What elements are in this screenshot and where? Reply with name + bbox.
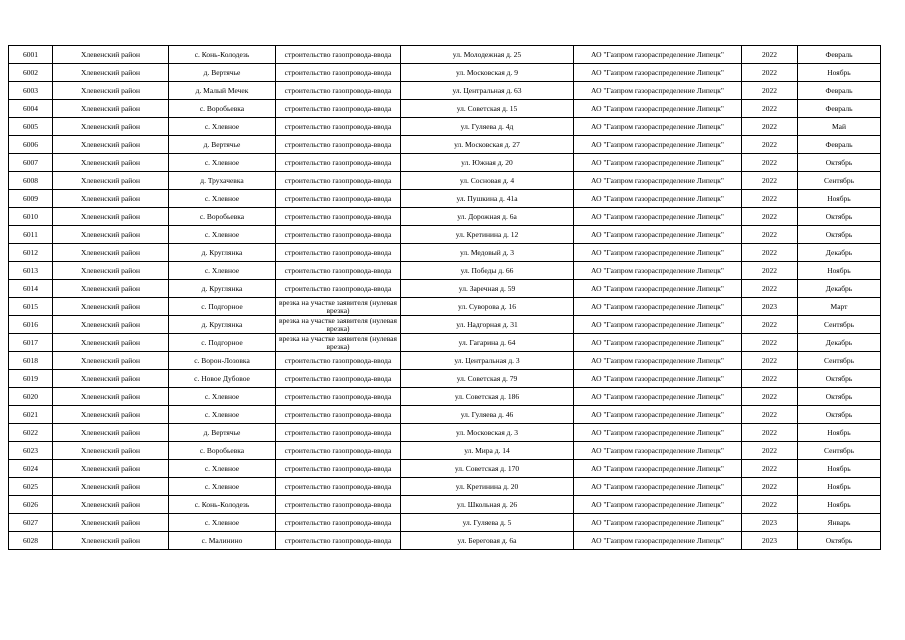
cell-address: ул. Советская д. 186 <box>401 388 574 406</box>
cell-work-type: строительство газопровода-ввода <box>276 388 401 406</box>
cell-year: 2022 <box>742 190 798 208</box>
cell-month: Февраль <box>798 46 881 64</box>
cell-work-type: строительство газопровода-ввода <box>276 154 401 172</box>
table-row <box>9 190 881 208</box>
cell-organization: АО "Газпром газораспределение Липецк" <box>574 496 742 514</box>
cell-number: 6002 <box>9 64 53 82</box>
cell-year: 2022 <box>742 280 798 298</box>
cell-organization: АО "Газпром газораспределение Липецк" <box>574 154 742 172</box>
cell-address: ул. Советская д. 170 <box>401 460 574 478</box>
cell-district: Хлевенский район <box>53 388 169 406</box>
cell-month: Январь <box>798 514 881 532</box>
table-row <box>9 478 881 496</box>
cell-address: ул. Гагарина д. 64 <box>401 334 574 352</box>
cell-work-type: строительство газопровода-ввода <box>276 514 401 532</box>
cell-month: Октябрь <box>798 370 881 388</box>
cell-organization: АО "Газпром газораспределение Липецк" <box>574 118 742 136</box>
cell-organization: АО "Газпром газораспределение Липецк" <box>574 64 742 82</box>
table-row <box>9 154 881 172</box>
cell-organization: АО "Газпром газораспределение Липецк" <box>574 406 742 424</box>
cell-year: 2022 <box>742 64 798 82</box>
cell-number: 6007 <box>9 154 53 172</box>
cell-organization: АО "Газпром газораспределение Липецк" <box>574 100 742 118</box>
cell-month: Декабрь <box>798 244 881 262</box>
cell-district: Хлевенский район <box>53 514 169 532</box>
table-row <box>9 136 881 154</box>
cell-address: ул. Гуляева д. 5 <box>401 514 574 532</box>
cell-month: Февраль <box>798 136 881 154</box>
cell-year: 2022 <box>742 334 798 352</box>
cell-settlement: с. Хлевное <box>169 154 276 172</box>
cell-organization: АО "Газпром газораспределение Липецк" <box>574 208 742 226</box>
cell-number: 6001 <box>9 46 53 64</box>
cell-district: Хлевенский район <box>53 352 169 370</box>
cell-district: Хлевенский район <box>53 316 169 334</box>
cell-organization: АО "Газпром газораспределение Липецк" <box>574 352 742 370</box>
table-row <box>9 172 881 190</box>
cell-work-type: врезка на участке заявителя (нулевая врезка) <box>276 334 401 352</box>
table-row <box>9 352 881 370</box>
cell-work-type: строительство газопровода-ввода <box>276 460 401 478</box>
cell-month: Декабрь <box>798 280 881 298</box>
cell-address: ул. Дорожная д. 6а <box>401 208 574 226</box>
cell-month: Сентябрь <box>798 172 881 190</box>
cell-district: Хлевенский район <box>53 46 169 64</box>
cell-month: Октябрь <box>798 226 881 244</box>
cell-number: 6024 <box>9 460 53 478</box>
cell-settlement: с. Хлевное <box>169 388 276 406</box>
cell-number: 6012 <box>9 244 53 262</box>
table-row <box>9 208 881 226</box>
cell-settlement: с. Воробьевка <box>169 208 276 226</box>
table-body <box>9 46 881 550</box>
cell-work-type: строительство газопровода-ввода <box>276 136 401 154</box>
cell-year: 2023 <box>742 514 798 532</box>
cell-district: Хлевенский район <box>53 532 169 550</box>
cell-month: Ноябрь <box>798 64 881 82</box>
cell-organization: АО "Газпром газораспределение Липецк" <box>574 442 742 460</box>
cell-month: Февраль <box>798 82 881 100</box>
cell-work-type: строительство газопровода-ввода <box>276 208 401 226</box>
cell-address: ул. Южная д. 20 <box>401 154 574 172</box>
cell-address: ул. Школьная д. 26 <box>401 496 574 514</box>
cell-district: Хлевенский район <box>53 226 169 244</box>
cell-address: ул. Центральная д. 63 <box>401 82 574 100</box>
cell-district: Хлевенский район <box>53 262 169 280</box>
cell-month: Октябрь <box>798 154 881 172</box>
cell-district: Хлевенский район <box>53 244 169 262</box>
cell-address: ул. Мира д. 14 <box>401 442 574 460</box>
cell-organization: АО "Газпром газораспределение Липецк" <box>574 82 742 100</box>
cell-organization: АО "Газпром газораспределение Липецк" <box>574 514 742 532</box>
cell-settlement: с. Конь-Колодезь <box>169 46 276 64</box>
table-row <box>9 280 881 298</box>
cell-number: 6016 <box>9 316 53 334</box>
table-row <box>9 298 881 316</box>
cell-month: Ноябрь <box>798 496 881 514</box>
table-row <box>9 424 881 442</box>
cell-address: ул. Московская д. 9 <box>401 64 574 82</box>
cell-month: Март <box>798 298 881 316</box>
cell-year: 2022 <box>742 46 798 64</box>
cell-organization: АО "Газпром газораспределение Липецк" <box>574 226 742 244</box>
cell-settlement: с. Хлевное <box>169 190 276 208</box>
table-row <box>9 406 881 424</box>
cell-settlement: с. Хлевное <box>169 460 276 478</box>
cell-year: 2022 <box>742 370 798 388</box>
cell-organization: АО "Газпром газораспределение Липецк" <box>574 244 742 262</box>
cell-year: 2022 <box>742 118 798 136</box>
cell-year: 2022 <box>742 316 798 334</box>
cell-settlement: с. Ворон-Лозовка <box>169 352 276 370</box>
cell-month: Февраль <box>798 100 881 118</box>
table-row <box>9 262 881 280</box>
cell-district: Хлевенский район <box>53 136 169 154</box>
cell-address: ул. Московская д. 3 <box>401 424 574 442</box>
cell-number: 6025 <box>9 478 53 496</box>
cell-address: ул. Кретинина д. 20 <box>401 478 574 496</box>
cell-work-type: строительство газопровода-ввода <box>276 424 401 442</box>
cell-number: 6028 <box>9 532 53 550</box>
cell-month: Ноябрь <box>798 460 881 478</box>
cell-settlement: с. Хлевное <box>169 514 276 532</box>
gasification-table <box>8 45 881 550</box>
table-row <box>9 442 881 460</box>
table-row <box>9 460 881 478</box>
cell-month: Ноябрь <box>798 262 881 280</box>
cell-number: 6014 <box>9 280 53 298</box>
cell-settlement: с. Воробьевка <box>169 442 276 460</box>
cell-settlement: д. Вертячье <box>169 424 276 442</box>
cell-year: 2022 <box>742 496 798 514</box>
cell-work-type: строительство газопровода-ввода <box>276 262 401 280</box>
cell-work-type: строительство газопровода-ввода <box>276 442 401 460</box>
cell-year: 2022 <box>742 442 798 460</box>
table-row <box>9 532 881 550</box>
cell-year: 2022 <box>742 424 798 442</box>
cell-district: Хлевенский район <box>53 208 169 226</box>
cell-work-type: строительство газопровода-ввода <box>276 280 401 298</box>
cell-number: 6022 <box>9 424 53 442</box>
cell-work-type: строительство газопровода-ввода <box>276 370 401 388</box>
cell-number: 6018 <box>9 352 53 370</box>
cell-address: ул. Победы д. 66 <box>401 262 574 280</box>
cell-work-type: строительство газопровода-ввода <box>276 406 401 424</box>
cell-work-type: строительство газопровода-ввода <box>276 478 401 496</box>
cell-address: ул. Гуляева д. 4д <box>401 118 574 136</box>
cell-work-type: строительство газопровода-ввода <box>276 100 401 118</box>
cell-month: Октябрь <box>798 406 881 424</box>
cell-number: 6010 <box>9 208 53 226</box>
cell-address: ул. Надгорная д. 31 <box>401 316 574 334</box>
cell-number: 6019 <box>9 370 53 388</box>
cell-month: Октябрь <box>798 388 881 406</box>
cell-organization: АО "Газпром газораспределение Липецк" <box>574 298 742 316</box>
cell-year: 2022 <box>742 226 798 244</box>
cell-settlement: с. Хлевное <box>169 478 276 496</box>
cell-number: 6023 <box>9 442 53 460</box>
cell-month: Сентябрь <box>798 442 881 460</box>
cell-organization: АО "Газпром газораспределение Липецк" <box>574 424 742 442</box>
cell-address: ул. Центральная д. 3 <box>401 352 574 370</box>
table-row <box>9 388 881 406</box>
cell-year: 2023 <box>742 532 798 550</box>
cell-month: Ноябрь <box>798 190 881 208</box>
cell-year: 2022 <box>742 388 798 406</box>
cell-number: 6004 <box>9 100 53 118</box>
cell-number: 6021 <box>9 406 53 424</box>
cell-settlement: д. Круглянка <box>169 280 276 298</box>
cell-year: 2022 <box>742 406 798 424</box>
cell-district: Хлевенский район <box>53 118 169 136</box>
cell-address: ул. Кретинина д. 12 <box>401 226 574 244</box>
cell-settlement: с. Хлевное <box>169 406 276 424</box>
cell-organization: АО "Газпром газораспределение Липецк" <box>574 334 742 352</box>
cell-number: 6020 <box>9 388 53 406</box>
cell-month: Май <box>798 118 881 136</box>
cell-settlement: д. Вертячье <box>169 136 276 154</box>
cell-work-type: строительство газопровода-ввода <box>276 226 401 244</box>
cell-work-type: строительство газопровода-ввода <box>276 82 401 100</box>
cell-district: Хлевенский район <box>53 154 169 172</box>
cell-number: 6011 <box>9 226 53 244</box>
cell-month: Декабрь <box>798 334 881 352</box>
table-row <box>9 64 881 82</box>
cell-year: 2022 <box>742 262 798 280</box>
cell-year: 2022 <box>742 460 798 478</box>
cell-address: ул. Советская д. 15 <box>401 100 574 118</box>
cell-organization: АО "Газпром газораспределение Липецк" <box>574 190 742 208</box>
cell-organization: АО "Газпром газораспределение Липецк" <box>574 262 742 280</box>
cell-settlement: с. Конь-Колодезь <box>169 496 276 514</box>
cell-number: 6006 <box>9 136 53 154</box>
cell-work-type: строительство газопровода-ввода <box>276 46 401 64</box>
table-row <box>9 82 881 100</box>
cell-work-type: строительство газопровода-ввода <box>276 532 401 550</box>
cell-settlement: д. Трухачевка <box>169 172 276 190</box>
cell-settlement: с. Малинино <box>169 532 276 550</box>
cell-work-type: строительство газопровода-ввода <box>276 172 401 190</box>
cell-number: 6027 <box>9 514 53 532</box>
cell-district: Хлевенский район <box>53 298 169 316</box>
cell-settlement: с. Хлевное <box>169 226 276 244</box>
cell-district: Хлевенский район <box>53 442 169 460</box>
cell-district: Хлевенский район <box>53 424 169 442</box>
cell-address: ул. Суворова д. 16 <box>401 298 574 316</box>
cell-settlement: д. Круглянка <box>169 316 276 334</box>
cell-year: 2022 <box>742 478 798 496</box>
table-row <box>9 370 881 388</box>
cell-organization: АО "Газпром газораспределение Липецк" <box>574 136 742 154</box>
cell-organization: АО "Газпром газораспределение Липецк" <box>574 46 742 64</box>
cell-settlement: с. Подгорное <box>169 298 276 316</box>
cell-organization: АО "Газпром газораспределение Липецк" <box>574 172 742 190</box>
cell-address: ул. Советская д. 79 <box>401 370 574 388</box>
cell-month: Октябрь <box>798 208 881 226</box>
cell-number: 6009 <box>9 190 53 208</box>
cell-address: ул. Гуляева д. 46 <box>401 406 574 424</box>
cell-district: Хлевенский район <box>53 370 169 388</box>
cell-settlement: д. Круглянка <box>169 244 276 262</box>
cell-organization: АО "Газпром газораспределение Липецк" <box>574 388 742 406</box>
cell-number: 6013 <box>9 262 53 280</box>
cell-month: Октябрь <box>798 532 881 550</box>
cell-organization: АО "Газпром газораспределение Липецк" <box>574 370 742 388</box>
cell-organization: АО "Газпром газораспределение Липецк" <box>574 532 742 550</box>
cell-work-type: врезка на участке заявителя (нулевая врезка) <box>276 316 401 334</box>
cell-year: 2022 <box>742 154 798 172</box>
cell-address: ул. Медовый д. 3 <box>401 244 574 262</box>
cell-month: Ноябрь <box>798 424 881 442</box>
cell-year: 2022 <box>742 208 798 226</box>
cell-number: 6003 <box>9 82 53 100</box>
cell-district: Хлевенский район <box>53 406 169 424</box>
cell-settlement: с. Воробьевка <box>169 100 276 118</box>
cell-number: 6015 <box>9 298 53 316</box>
table-row <box>9 46 881 64</box>
cell-district: Хлевенский район <box>53 172 169 190</box>
cell-district: Хлевенский район <box>53 100 169 118</box>
cell-month: Ноябрь <box>798 478 881 496</box>
table-row <box>9 316 881 334</box>
cell-work-type: строительство газопровода-ввода <box>276 496 401 514</box>
cell-district: Хлевенский район <box>53 460 169 478</box>
cell-number: 6026 <box>9 496 53 514</box>
cell-settlement: с. Хлевное <box>169 262 276 280</box>
cell-work-type: строительство газопровода-ввода <box>276 118 401 136</box>
cell-month: Сентябрь <box>798 316 881 334</box>
table-row <box>9 226 881 244</box>
cell-settlement: д. Вертячье <box>169 64 276 82</box>
cell-number: 6017 <box>9 334 53 352</box>
cell-settlement: с. Подгорное <box>169 334 276 352</box>
cell-address: ул. Молодежная д. 25 <box>401 46 574 64</box>
cell-year: 2022 <box>742 352 798 370</box>
cell-address: ул. Заречная д. 59 <box>401 280 574 298</box>
cell-district: Хлевенский район <box>53 190 169 208</box>
cell-organization: АО "Газпром газораспределение Липецк" <box>574 280 742 298</box>
cell-district: Хлевенский район <box>53 82 169 100</box>
cell-organization: АО "Газпром газораспределение Липецк" <box>574 478 742 496</box>
cell-district: Хлевенский район <box>53 280 169 298</box>
cell-district: Хлевенский район <box>53 64 169 82</box>
cell-district: Хлевенский район <box>53 478 169 496</box>
cell-month: Сентябрь <box>798 352 881 370</box>
cell-settlement: д. Малый Мечек <box>169 82 276 100</box>
cell-work-type: врезка на участке заявителя (нулевая врезка) <box>276 298 401 316</box>
table-row <box>9 244 881 262</box>
cell-year: 2022 <box>742 100 798 118</box>
cell-year: 2022 <box>742 244 798 262</box>
cell-number: 6008 <box>9 172 53 190</box>
cell-number: 6005 <box>9 118 53 136</box>
cell-address: ул. Береговая д. 6а <box>401 532 574 550</box>
cell-address: ул. Московская д. 27 <box>401 136 574 154</box>
cell-settlement: с. Хлевное <box>169 118 276 136</box>
cell-organization: АО "Газпром газораспределение Липецк" <box>574 460 742 478</box>
cell-year: 2022 <box>742 136 798 154</box>
cell-year: 2022 <box>742 172 798 190</box>
cell-work-type: строительство газопровода-ввода <box>276 352 401 370</box>
table-row <box>9 334 881 352</box>
cell-organization: АО "Газпром газораспределение Липецк" <box>574 316 742 334</box>
table-row <box>9 514 881 532</box>
cell-address: ул. Сосновая д. 4 <box>401 172 574 190</box>
cell-work-type: строительство газопровода-ввода <box>276 64 401 82</box>
cell-settlement: с. Новое Дубовое <box>169 370 276 388</box>
cell-year: 2022 <box>742 82 798 100</box>
table-row <box>9 100 881 118</box>
cell-district: Хлевенский район <box>53 334 169 352</box>
table-row <box>9 496 881 514</box>
cell-address: ул. Пушкина д. 41а <box>401 190 574 208</box>
cell-district: Хлевенский район <box>53 496 169 514</box>
cell-work-type: строительство газопровода-ввода <box>276 244 401 262</box>
table-row <box>9 118 881 136</box>
cell-year: 2023 <box>742 298 798 316</box>
cell-work-type: строительство газопровода-ввода <box>276 190 401 208</box>
